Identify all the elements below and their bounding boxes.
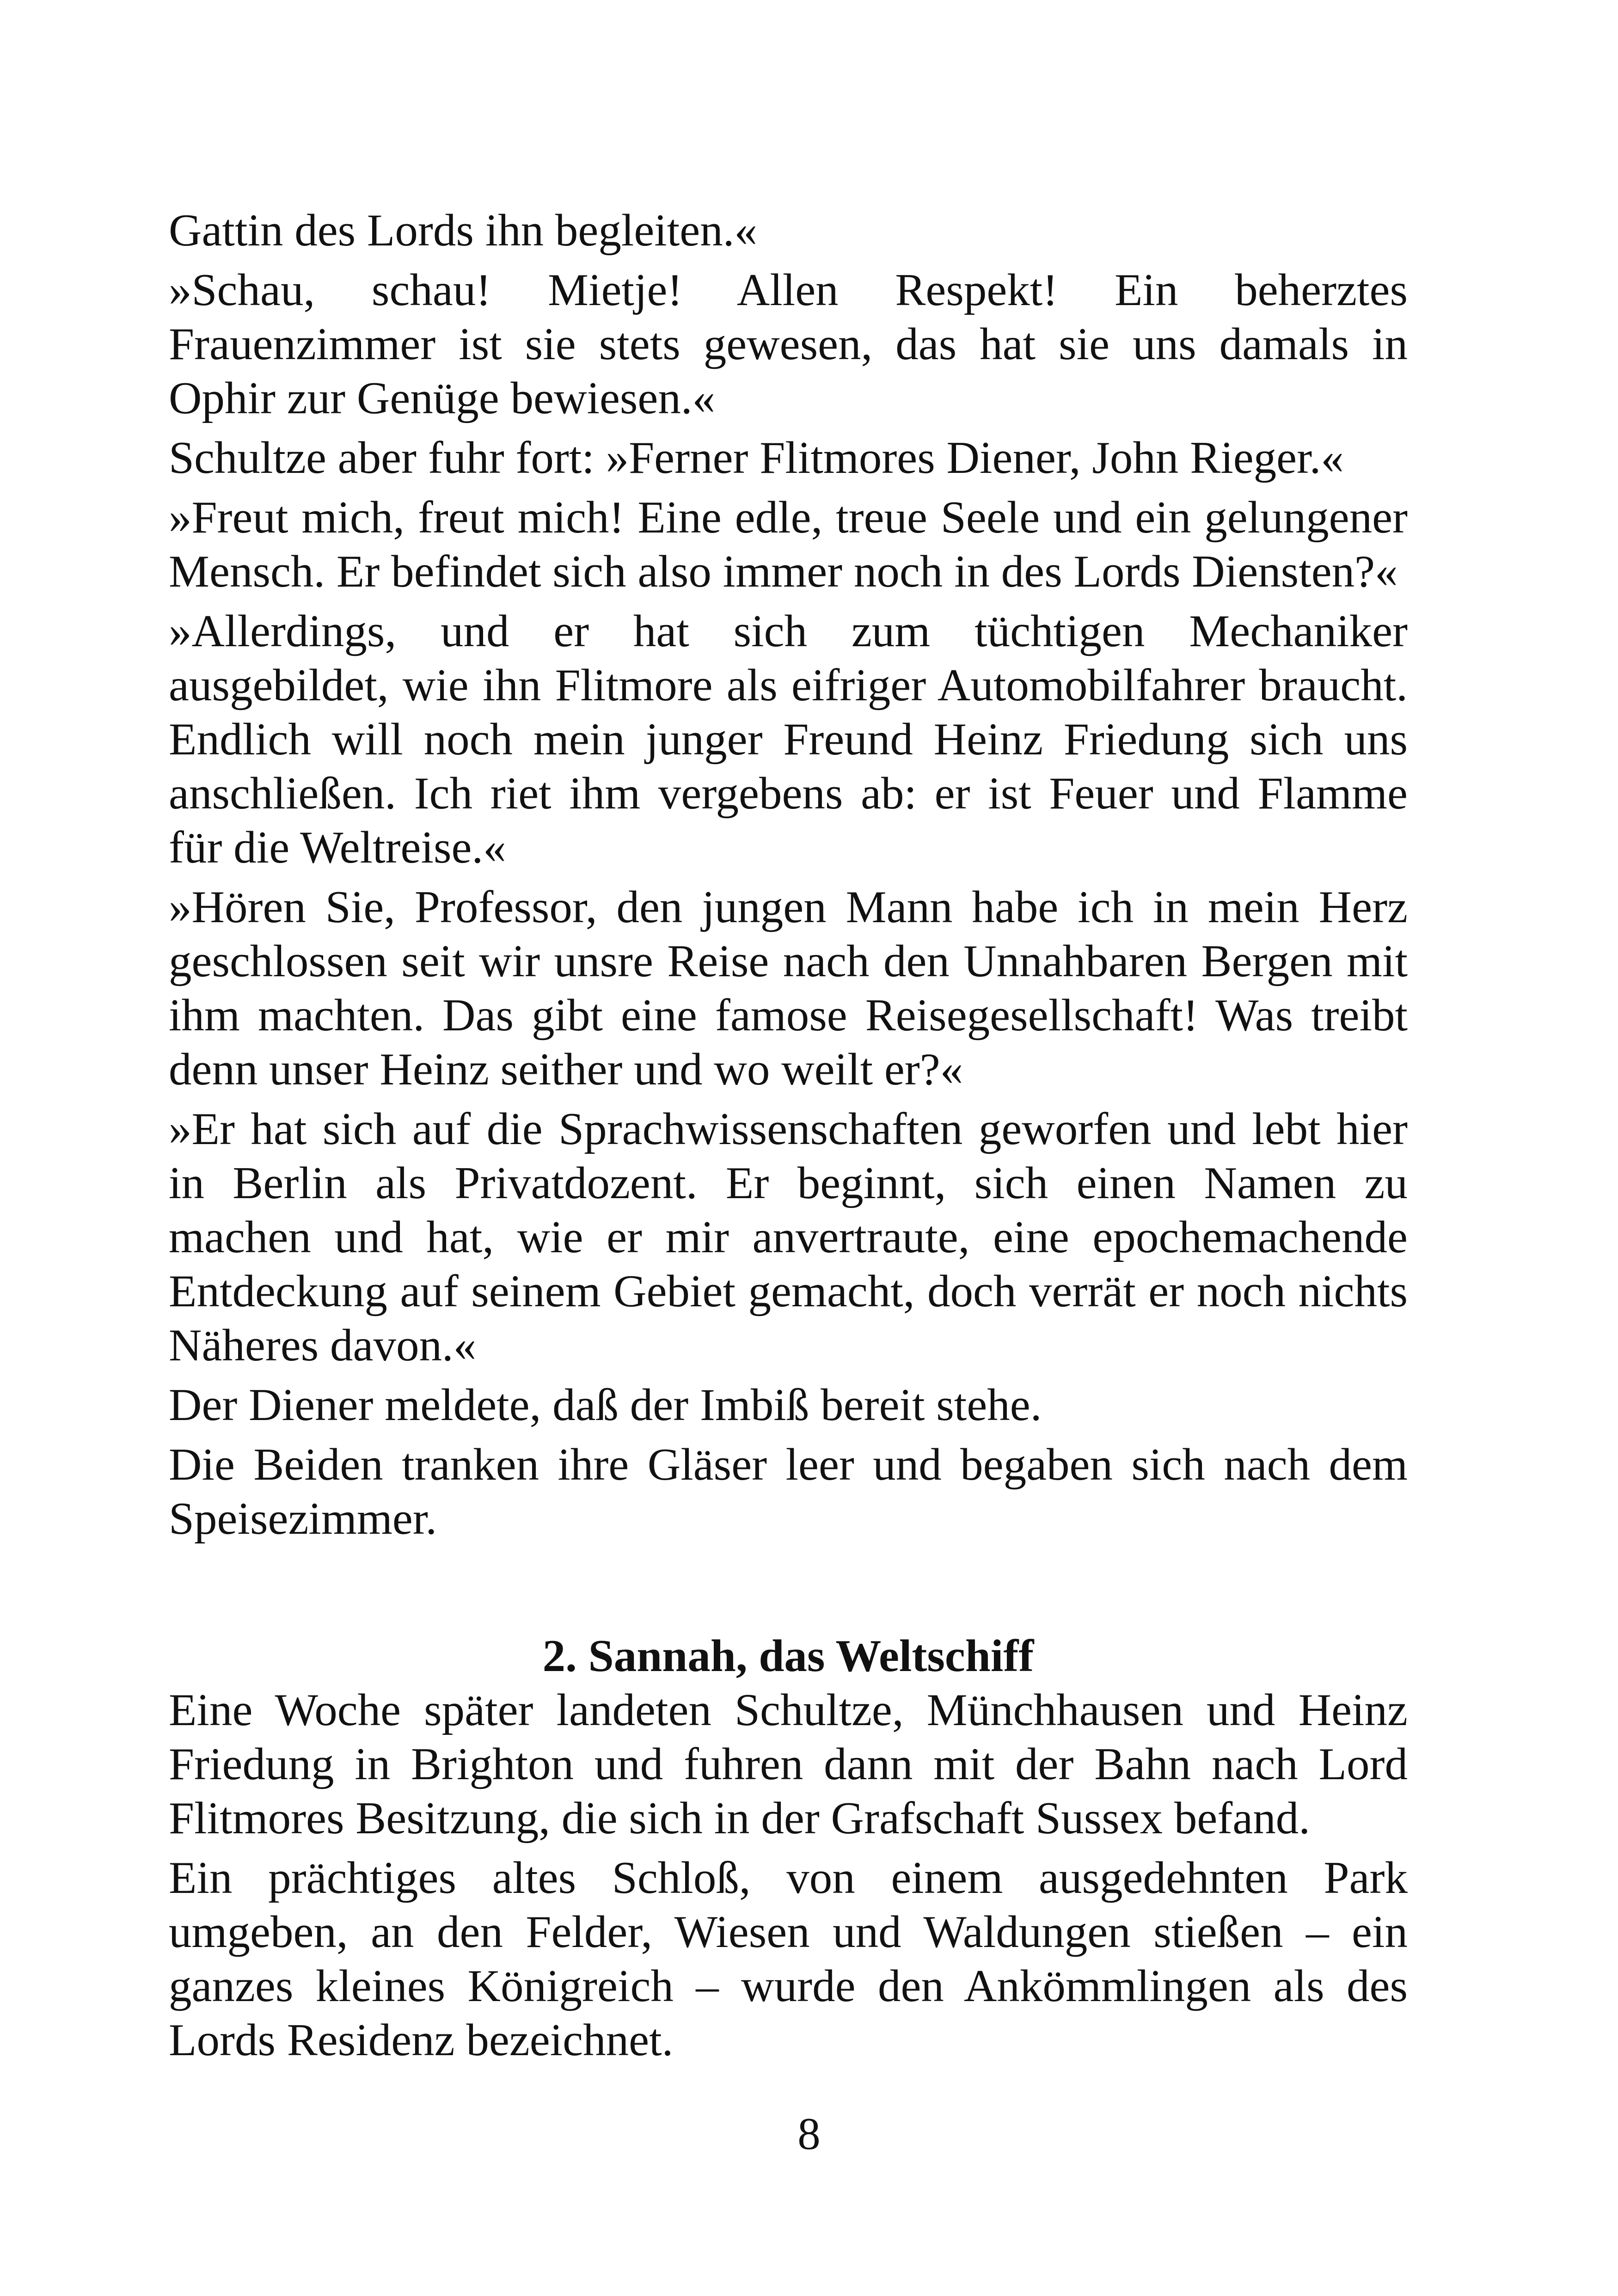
paragraph: Ein prächtiges altes Schloß, von einem ausgedehnten Park umgeben, an den Felder, Wiesen und Waldungen stießen – ein ganzes kleines Königreich – wurde den Ankömmlingen als des Lords Residenz bezeichnet. — [169, 1853, 1408, 2065]
paragraph: »Allerdings, und er hat sich zum tüchtigen Mechaniker ausgebildet, wie ihn Flitmore als eifriger Automobilfahrer braucht. Endlich will noch mein junger Freund Heinz Friedung sich uns anschließen. Ich riet ihm vergebens ab: er ist Feuer und Flamme für die Weltreise.« — [169, 606, 1408, 873]
paragraph: Eine Woche später landeten Schultze, Münchhausen und Heinz Friedung in Brighton und fuhren dann mit der Bahn nach Lord Flitmores Besitzung, die sich in der Grafschaft Sussex befand. — [169, 1685, 1408, 1843]
page-body-text — [169, 203, 1408, 2073]
paragraph: Gattin des Lords ihn begleiten.« — [169, 205, 757, 256]
paragraph: Die Beiden tranken ihre Gläser leer und begaben sich nach dem Speisezimmer. — [169, 1439, 1408, 1544]
paragraph: »Er hat sich auf die Sprachwissenschaften geworfen und lebt hier in Berlin als Privatdozent. Er beginnt, sich einen Namen zu machen und hat, wie er mir anvertraute, eine epochemachende Entdeckung auf seinem Gebiet gemacht, doch verrät er noch nichts Näheres davon.« — [169, 1104, 1408, 1371]
paragraph: Schultze aber fuhr fort: »Ferner Flitmores Diener, John Rieger.« — [169, 433, 1344, 483]
paragraph: »Freut mich, freut mich! Eine edle, treue Seele und ein gelungener Mensch. Er befindet sich also immer noch in des Lords Diensten?« — [169, 492, 1408, 597]
paragraph: »Schau, schau! Mietje! Allen Respekt! Ein beherztes Frauenzimmer ist sie stets gewesen, das hat sie uns damals in Ophir zur Genüge bewiesen.« — [169, 265, 1408, 423]
chapter-heading: 2. Sannah, das Weltschiff — [542, 1631, 1034, 1681]
paragraph: Der Diener meldete, daß der Imbiß bereit stehe. — [169, 1380, 1042, 1430]
paragraph: »Hören Sie, Professor, den jungen Mann habe ich in mein Herz geschlossen seit wir unsre Reise nach den Unnahbaren Bergen mit ihm machten. Das gibt eine famose Reisegesellschaft! Was treibt denn unser Heinz seither und wo weilt er?« — [169, 882, 1408, 1095]
page-number: 8 — [797, 2109, 821, 2159]
